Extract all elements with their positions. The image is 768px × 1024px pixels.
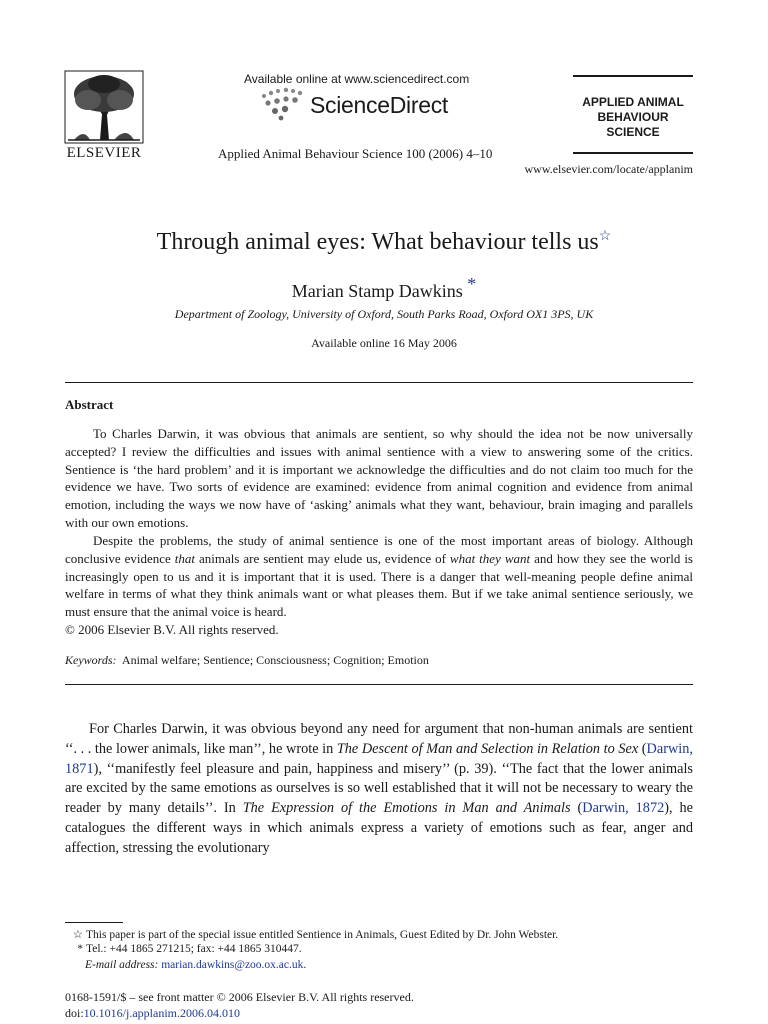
email-end: . <box>303 959 307 971</box>
body-text: ), he catalogues the different ways in which animals express a variety of emotions such as fear, anger and affection, stressing the evolutionary <box>65 800 694 856</box>
doi-label: doi: <box>65 1006 84 1020</box>
badge-rule-top <box>573 75 693 77</box>
journal-url[interactable]: www.elsevier.com/locate/applanim <box>524 162 693 176</box>
body-text: ( <box>638 740 647 757</box>
title-footnote-star-icon[interactable]: ☆ <box>598 229 612 244</box>
keywords-list: Animal welfare; Sentience; Consciousness; Cognition; Emotion <box>121 653 429 667</box>
body-paragraph <box>65 720 693 859</box>
email-label: E-mail address: <box>85 959 159 971</box>
journal-citation: Applied Animal Behaviour Science 100 (2006) 4–10 <box>218 146 493 161</box>
journal-badge-line: SCIENCE <box>606 125 660 139</box>
divider-bottom <box>65 684 693 685</box>
journal-badge-line: BEHAVIOUR <box>597 110 669 124</box>
citation-link[interactable]: Darwin, 1872 <box>582 800 665 817</box>
author-affiliation: Department of Zoology, University of Oxford, South Parks Road, Oxford OX1 3PS, UK <box>174 307 594 321</box>
footnote-2 <box>65 943 302 955</box>
keywords-label: Keywords: <box>65 653 117 667</box>
book-title: The Descent of Man and Selection in Relation to Sex <box>336 740 639 757</box>
footnote-1 <box>65 927 558 941</box>
footnote-asterisk: * <box>77 943 83 955</box>
article-title-text: Through animal eyes: What behaviour tells us <box>156 229 599 255</box>
abstract-paragraph-1: To Charles Darwin, it was obvious that animals are sentient, so why should the idea not be now universally accepted? I review the difficulties and issues with animal sentience with a view to answering some of the critics. Sentience is ‘the hard problem’ and it is important we acknowledge the difficulties and do not claim too much for the evidence we have. Two sorts of evidence are examined: evidence from animal cognition and evidence from animal emotion, including the ways we now have of ‘asking’ animals what they want, behaviour, brain imaging and parallels with our own emotions. <box>65 426 693 530</box>
abstract-text: and how they see the world is increasingly open to us and it is important that it is used. There is a danger that well-meaning people define animal welfare in terms of what they think animals want or what pleases them. But if we take animal sentience seriously, we must ensure that the animal voice is heard. <box>65 550 693 620</box>
keywords-line <box>65 653 429 668</box>
abstract-emphasis: what they want <box>449 550 531 566</box>
sciencedirect-logo-text: ScienceDirect <box>310 92 448 118</box>
elsevier-tree-logo <box>64 70 144 152</box>
footnote-rule <box>65 922 123 923</box>
body-text: ), ‘‘manifestly feel pleasure and pain, happiness and misery’’ (p. 39). ‘‘The fact that the lower animals are excited by the same emotions as ourselves is so well established that it will not be necessary to weary the reader by many details’’. In <box>65 760 693 817</box>
publisher-name: ELSEVIER <box>66 145 142 161</box>
abstract-paragraph-2 <box>65 532 693 621</box>
abstract-text: animals are sentient may elude us, evidence of <box>194 550 450 566</box>
available-online-text: Available online at www.sciencedirect.com <box>244 72 470 86</box>
sciencedirect-dots-icon <box>258 86 316 122</box>
divider-top <box>65 382 693 383</box>
doi-line <box>65 1006 240 1021</box>
body-text: ( <box>570 800 583 817</box>
journal-badge-line: APPLIED ANIMAL <box>582 95 684 109</box>
author-footnote-asterisk[interactable]: * <box>467 274 477 294</box>
journal-badge <box>573 95 693 140</box>
abstract-emphasis: that <box>174 550 195 566</box>
abstract-copyright: © 2006 Elsevier B.V. All rights reserved. <box>65 622 279 637</box>
footnote-star-icon: ☆ <box>72 929 83 941</box>
abstract-text: Despite the problems, the study of animal sentience is one of the most important areas of biology. Although conclusive evidence <box>65 533 693 566</box>
citation-link[interactable]: Darwin, 1871 <box>65 740 693 777</box>
article-title <box>0 228 768 256</box>
book-title: The Expression of the Emotions in Man and Animals <box>242 800 571 817</box>
footnote-email <box>85 959 306 971</box>
author-line <box>0 274 768 302</box>
issn-line: 0168-1591/$ – see front matter © 2006 Elsevier B.V. All rights reserved. <box>65 990 414 1004</box>
footnote-text: Tel.: +44 1865 271215; fax: +44 1865 310447. <box>86 943 302 955</box>
footnote-text: This paper is part of the special issue entitled Sentience in Animals, Guest Edited by Dr. John Webster. <box>86 929 559 941</box>
available-online-date: Available online 16 May 2006 <box>311 336 457 350</box>
body-text: For Charles Darwin, it was obvious beyond any need for argument that non-human animals are sentient ‘‘. . . the lower animals, like man’’, he wrote in <box>65 721 693 757</box>
badge-rule-bottom <box>573 152 693 154</box>
email-link[interactable]: marian.dawkins@zoo.ox.ac.uk <box>161 959 304 971</box>
abstract-heading: Abstract <box>65 397 114 412</box>
author-name: Marian Stamp Dawkins <box>291 281 463 301</box>
doi-link[interactable]: 10.1016/j.applanim.2006.04.010 <box>83 1006 240 1020</box>
